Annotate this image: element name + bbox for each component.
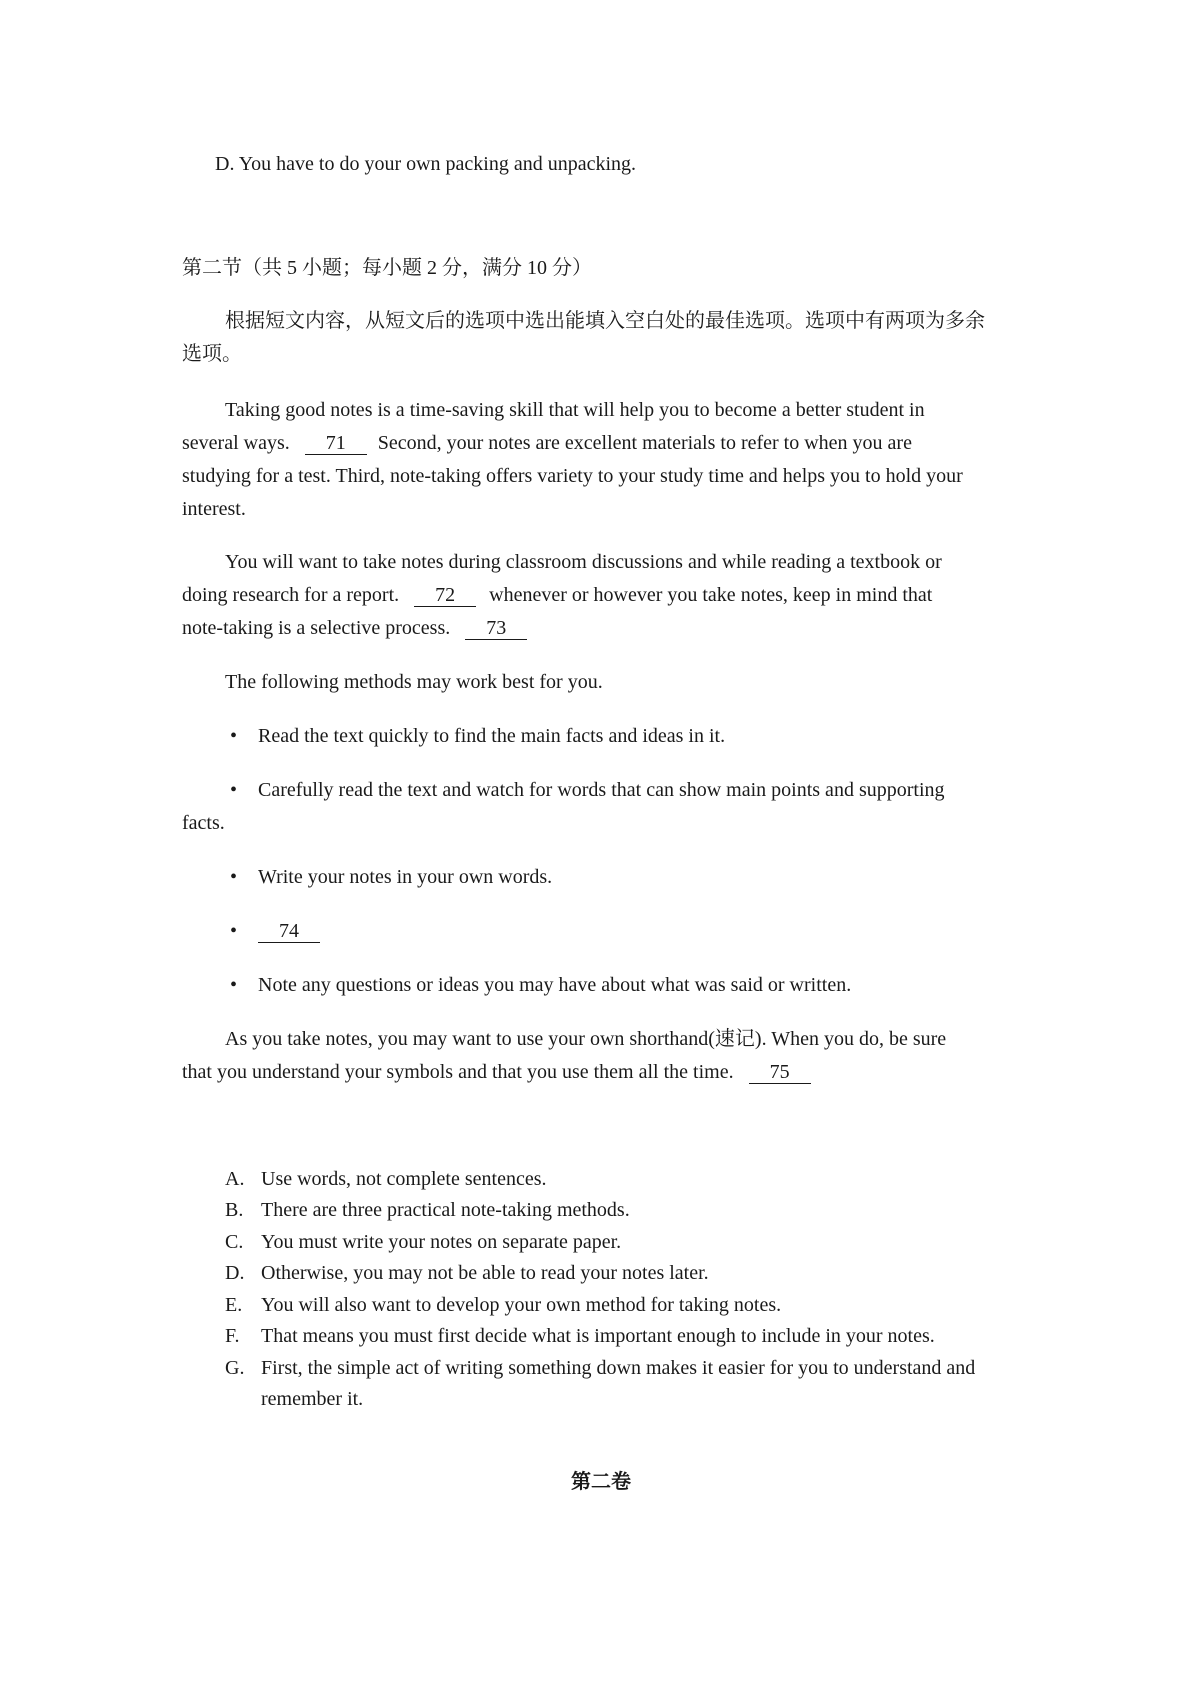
passage-text: note-taking is a selective process. [182, 617, 451, 639]
passage-text: Second, your notes are excellent materials to refer to when you are [377, 432, 912, 454]
bullet-dot-icon: • [230, 866, 238, 888]
passage-p1-line-4: interest. [182, 498, 246, 520]
bullet-item-5 [230, 975, 851, 995]
passage-p2-line-3 [182, 618, 527, 640]
option-text-g-continuation: remember it. [261, 1388, 364, 1410]
passage-text: that you understand your symbols and that you use them all the time. [182, 1061, 734, 1083]
option-letter-f: F. [225, 1325, 240, 1347]
bullet-dot-icon: • [230, 725, 238, 747]
passage-text: several ways. [182, 432, 290, 454]
option-text-d: Otherwise, you may not be able to read your notes later. [261, 1262, 709, 1284]
option-text-g: First, the simple act of writing something down makes it easier for you to understand and [261, 1357, 976, 1379]
section-heading: 第二节（共 5 小题；每小题 2 分，满分 10 分） [182, 257, 592, 279]
bullet-item-1 [230, 726, 725, 746]
previous-option-d: D. You have to do your own packing and unpacking. [215, 153, 637, 175]
option-letter-g: G. [225, 1357, 245, 1379]
option-text-a: Use words, not complete sentences. [261, 1168, 547, 1190]
bullet-item-4 [230, 921, 320, 943]
passage-text: doing research for a report. [182, 584, 400, 606]
instruction-line-2: 选项。 [182, 343, 242, 365]
bullet-item-3 [230, 867, 552, 887]
blank-75: 75 [749, 1062, 811, 1084]
blank-73: 73 [465, 618, 527, 640]
option-letter-e: E. [225, 1294, 243, 1316]
passage-p3: The following methods may work best for you. [225, 671, 603, 693]
option-text-e: You will also want to develop your own method for taking notes. [261, 1294, 782, 1316]
bullet-dot-icon: • [230, 779, 238, 801]
option-text-f: That means you must first decide what is important enough to include in your notes. [261, 1325, 935, 1347]
blank-71: 71 [305, 433, 367, 455]
blank-72: 72 [414, 585, 476, 607]
passage-p2-line-2 [182, 585, 932, 607]
bullet-item-2 [230, 780, 945, 800]
bullet-text: Note any questions or ideas you may have about what was said or written. [258, 974, 852, 996]
bullet-text: Carefully read the text and watch for words that can show main points and supporting [258, 779, 945, 801]
option-text-c: You must write your notes on separate paper. [261, 1231, 622, 1253]
bullet-dot-icon: • [230, 920, 238, 942]
option-letter-c: C. [225, 1231, 244, 1253]
part-title: 第二卷 [571, 1471, 631, 1493]
option-letter-a: A. [225, 1168, 245, 1190]
passage-text: whenever or however you take notes, keep in mind that [489, 584, 933, 606]
blank-74: 74 [258, 921, 320, 943]
passage-p1-line-3: studying for a test. Third, note-taking offers variety to your study time and helps you to hold your [182, 465, 963, 487]
passage-p4-line-1: As you take notes, you may want to use your own shorthand(速记). When you do, be sure [225, 1028, 947, 1050]
bullet-item-2-continuation: facts. [182, 812, 225, 834]
bullet-text: Read the text quickly to find the main facts and ideas in it. [258, 725, 726, 747]
bullet-dot-icon: • [230, 974, 238, 996]
passage-p1-line-2 [182, 433, 912, 455]
instruction-line-1: 根据短文内容，从短文后的选项中选出能填入空白处的最佳选项。选项中有两项为多余 [225, 310, 985, 332]
option-letter-d: D. [225, 1262, 245, 1284]
option-letter-b: B. [225, 1199, 244, 1221]
passage-p2-line-1: You will want to take notes during classroom discussions and while reading a textbook or [225, 551, 942, 573]
passage-p4-line-2 [182, 1062, 811, 1084]
bullet-text: Write your notes in your own words. [258, 866, 553, 888]
passage-p1-line-1: Taking good notes is a time-saving skill that will help you to become a better student in [225, 399, 925, 421]
option-text-b: There are three practical note-taking methods. [261, 1199, 630, 1221]
